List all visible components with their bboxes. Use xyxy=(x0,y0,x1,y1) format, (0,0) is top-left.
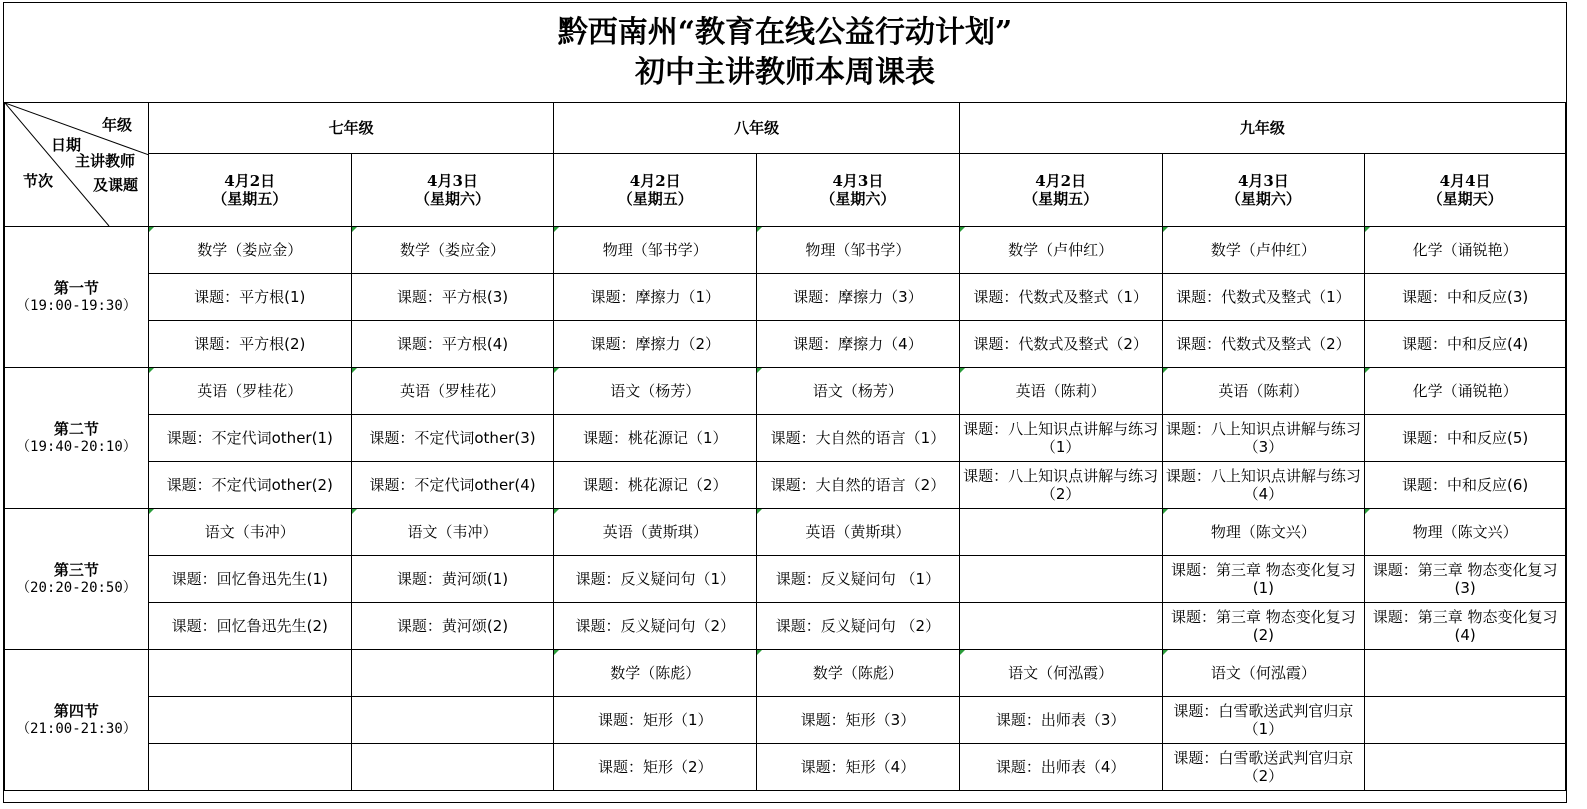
lesson-topic-cell xyxy=(351,697,554,744)
lesson-topic-text: 课题：摩擦力（2） xyxy=(590,335,720,353)
corner-header xyxy=(5,103,149,227)
lesson-topic-cell xyxy=(554,462,757,509)
lesson-topic-text: 课题：反义疑问句（1） xyxy=(575,570,735,588)
subject-teacher-cell xyxy=(554,509,757,556)
lesson-topic-text: 课题：矩形（4） xyxy=(800,758,916,776)
cell-comment-marker xyxy=(554,368,559,373)
lesson-topic-cell xyxy=(148,462,351,509)
lesson-topic-cell xyxy=(1162,603,1365,650)
lesson-topic-cell xyxy=(757,603,960,650)
subject-teacher-cell xyxy=(757,650,960,697)
lesson-topic-text: 课题：出师表（3） xyxy=(995,711,1126,729)
weekday-label: （星期五） xyxy=(1023,190,1099,208)
lesson-topic-text: 课题：黄河颂(2) xyxy=(396,617,509,635)
schedule-sheet xyxy=(3,2,1567,803)
lesson-topic-text: 课题：反义疑问句 （2） xyxy=(775,617,941,635)
subject-teacher-cell xyxy=(959,650,1162,697)
lesson-topic-text: 课题：矩形（2） xyxy=(597,758,713,776)
lesson-topic-cell xyxy=(351,462,554,509)
lesson-topic-text: 课题：中和反应(6) xyxy=(1401,476,1529,494)
lesson-topic-text: 课题：平方根(4) xyxy=(396,335,509,353)
date-label: 4月3日 xyxy=(1237,172,1289,190)
table-row xyxy=(5,368,1566,415)
subject-teacher-cell xyxy=(1162,650,1365,697)
table-row xyxy=(5,509,1566,556)
cell-comment-marker xyxy=(960,368,965,373)
subject-teacher-text: 数学（娄应金） xyxy=(399,241,505,259)
weekday-label: （星期六） xyxy=(414,190,490,208)
cell-comment-marker xyxy=(352,509,357,514)
date-label: 4月3日 xyxy=(427,172,478,190)
lesson-topic-cell xyxy=(148,697,351,744)
lesson-topic-cell xyxy=(351,321,554,368)
table-row xyxy=(5,556,1566,603)
lesson-topic-text: 课题：不定代词other(4) xyxy=(369,476,536,494)
corner-teacher-label: 主讲教师 xyxy=(75,152,136,170)
cell-comment-marker xyxy=(352,368,357,373)
table-row xyxy=(5,321,1566,368)
lesson-topic-text: 课题：不定代词other(3) xyxy=(369,429,536,447)
date-label: 4月2日 xyxy=(224,172,276,190)
lesson-topic-text: 课题：回忆鲁迅先生(2) xyxy=(171,617,328,635)
lesson-topic-cell xyxy=(1162,415,1365,462)
subject-teacher-text: 语文（杨芳） xyxy=(610,382,701,400)
lesson-topic-text: 课题：中和反应(3) xyxy=(1401,288,1529,306)
title-line-2: 初中主讲教师本周课表 xyxy=(635,54,935,90)
cell-comment-marker xyxy=(352,227,357,232)
lesson-topic-text: 课题：反义疑问句 （1） xyxy=(775,570,941,588)
lesson-topic-cell xyxy=(148,274,351,321)
subject-teacher-text: 数学（陈彪） xyxy=(610,664,701,682)
lesson-topic-cell xyxy=(554,321,757,368)
lesson-topic-text: 课题：八上知识点讲解与练习（2） xyxy=(963,467,1159,503)
subject-teacher-cell xyxy=(554,368,757,415)
subject-teacher-cell xyxy=(351,650,554,697)
lesson-topic-cell xyxy=(351,744,554,791)
subject-teacher-cell xyxy=(351,509,554,556)
lesson-topic-cell xyxy=(148,603,351,650)
period-label xyxy=(5,509,149,650)
subject-teacher-cell xyxy=(959,509,1162,556)
lesson-topic-text: 课题：第三章 物态变化复习(3) xyxy=(1372,561,1558,597)
date-header xyxy=(1162,154,1365,227)
lesson-topic-cell xyxy=(959,556,1162,603)
table-row xyxy=(5,462,1566,509)
cell-comment-marker xyxy=(1163,227,1168,232)
cell-comment-marker xyxy=(757,509,762,514)
table-row xyxy=(5,744,1566,791)
lesson-topic-cell xyxy=(554,697,757,744)
subject-teacher-text: 化学（诵锐艳） xyxy=(1412,241,1518,259)
date-label: 4月3日 xyxy=(832,172,884,190)
subject-teacher-cell xyxy=(1162,227,1365,274)
date-header xyxy=(757,154,960,227)
date-header xyxy=(351,154,554,227)
subject-teacher-cell xyxy=(148,509,351,556)
lesson-topic-text: 课题：不定代词other(2) xyxy=(166,476,333,494)
subject-teacher-text: 语文（杨芳） xyxy=(812,382,903,400)
subject-teacher-text: 语文（何泓霞） xyxy=(1210,664,1316,682)
lesson-topic-text: 课题：回忆鲁迅先生(1) xyxy=(171,570,328,588)
title-line-1: 黔西南州“教育在线公益行动计划” xyxy=(557,14,1013,50)
lesson-topic-text: 课题：摩擦力（3） xyxy=(793,288,923,306)
lesson-topic-text: 课题：白雪歌送武判官归京（1） xyxy=(1173,702,1354,738)
lesson-topic-text: 课题：摩擦力（1） xyxy=(590,288,720,306)
cell-comment-marker xyxy=(1163,368,1168,373)
lesson-topic-text: 课题：不定代词other(1) xyxy=(166,429,333,447)
lesson-topic-cell xyxy=(148,556,351,603)
lesson-topic-cell xyxy=(757,462,960,509)
lesson-topic-text: 课题：黄河颂(1) xyxy=(396,570,509,588)
lesson-topic-text: 课题：第三章 物态变化复习(1) xyxy=(1170,561,1356,597)
subject-teacher-text: 物理（陈文兴） xyxy=(1210,523,1316,541)
lesson-topic-cell xyxy=(959,415,1162,462)
lesson-topic-text: 课题：大自然的语言（1） xyxy=(770,429,946,447)
table-row xyxy=(5,603,1566,650)
corner-date-label: 日期 xyxy=(51,136,82,154)
subject-teacher-cell xyxy=(351,227,554,274)
corner-topic-label: 及课题 xyxy=(93,176,139,194)
period-time: （19:00-19:30） xyxy=(16,298,137,314)
lesson-topic-cell xyxy=(959,697,1162,744)
subject-teacher-text: 物理（邹书学） xyxy=(805,241,911,259)
subject-teacher-text: 物理（邹书学） xyxy=(602,241,708,259)
corner-period-label: 节次 xyxy=(23,172,54,190)
lesson-topic-cell xyxy=(1365,744,1566,791)
lesson-topic-cell xyxy=(554,415,757,462)
lesson-topic-cell xyxy=(1365,697,1566,744)
lesson-topic-text: 课题：代数式及整式（2） xyxy=(973,335,1148,353)
cell-comment-marker xyxy=(1365,227,1370,232)
lesson-topic-text: 课题：代数式及整式（1） xyxy=(1176,288,1351,306)
lesson-topic-cell xyxy=(148,744,351,791)
lesson-topic-text: 课题：代数式及整式（2） xyxy=(1176,335,1351,353)
period-time: （21:00-21:30） xyxy=(16,721,137,737)
subject-teacher-text: 数学（卢仲红） xyxy=(1210,241,1316,259)
period-name: 第二节 xyxy=(53,420,99,438)
subject-teacher-cell xyxy=(959,227,1162,274)
table-row xyxy=(5,274,1566,321)
cell-comment-marker xyxy=(1163,509,1168,514)
lesson-topic-cell xyxy=(1365,556,1566,603)
subject-teacher-text: 英语（陈莉） xyxy=(1218,382,1309,400)
cell-comment-marker xyxy=(1365,509,1370,514)
lesson-topic-text: 课题：代数式及整式（1） xyxy=(973,288,1148,306)
period-name: 第三节 xyxy=(53,561,99,579)
lesson-topic-text: 课题：桃花源记（1） xyxy=(582,429,728,447)
weekday-label: （星期五） xyxy=(212,190,288,208)
subject-teacher-text: 英语（黄斯琪） xyxy=(805,523,911,541)
subject-teacher-cell xyxy=(351,368,554,415)
weekday-label: （星期六） xyxy=(820,190,896,208)
corner-grade-label: 年级 xyxy=(102,116,133,134)
lesson-topic-text: 课题：反义疑问句（2） xyxy=(575,617,735,635)
lesson-topic-cell xyxy=(757,556,960,603)
lesson-topic-cell xyxy=(959,603,1162,650)
subject-teacher-cell xyxy=(757,227,960,274)
lesson-topic-cell xyxy=(351,415,554,462)
weekday-label: （星期五） xyxy=(617,190,693,208)
lesson-topic-text: 课题：摩擦力（4） xyxy=(793,335,923,353)
lesson-topic-cell xyxy=(959,274,1162,321)
subject-teacher-cell xyxy=(148,650,351,697)
cell-comment-marker xyxy=(1163,650,1168,655)
subject-teacher-text: 数学（卢仲红） xyxy=(1008,241,1114,259)
lesson-topic-text: 课题：桃花源记（2） xyxy=(582,476,728,494)
subject-teacher-cell xyxy=(1365,650,1566,697)
cell-comment-marker xyxy=(149,368,154,373)
date-header xyxy=(148,154,351,227)
lesson-topic-cell xyxy=(1365,321,1566,368)
lesson-topic-cell xyxy=(959,321,1162,368)
grade-header-9: 九年级 xyxy=(959,103,1565,154)
period-name: 第一节 xyxy=(53,279,99,297)
period-label xyxy=(5,650,149,791)
lesson-topic-cell xyxy=(1162,274,1365,321)
weekday-label: （星期六） xyxy=(1225,190,1301,208)
lesson-topic-cell xyxy=(757,415,960,462)
subject-teacher-cell xyxy=(1365,509,1566,556)
lesson-topic-cell xyxy=(554,744,757,791)
period-time: （19:40-20:10） xyxy=(16,439,137,455)
cell-comment-marker xyxy=(149,509,154,514)
subject-teacher-text: 数学（娄应金） xyxy=(197,241,303,259)
period-label xyxy=(5,227,149,368)
table-row xyxy=(5,227,1566,274)
lesson-topic-cell xyxy=(757,321,960,368)
lesson-topic-cell xyxy=(959,462,1162,509)
lesson-topic-cell xyxy=(1162,556,1365,603)
period-name: 第四节 xyxy=(53,702,99,720)
subject-teacher-text: 英语（罗桂花） xyxy=(399,382,505,400)
grade-header-7: 七年级 xyxy=(148,103,554,154)
table-row xyxy=(5,650,1566,697)
subject-teacher-text: 语文（韦冲） xyxy=(407,523,498,541)
date-label: 4月2日 xyxy=(629,172,681,190)
lesson-topic-cell xyxy=(1162,697,1365,744)
date-header xyxy=(1365,154,1566,227)
date-header xyxy=(554,154,757,227)
lesson-topic-cell xyxy=(1162,744,1365,791)
lesson-topic-cell xyxy=(1365,415,1566,462)
date-header xyxy=(959,154,1162,227)
lesson-topic-cell xyxy=(148,415,351,462)
subject-teacher-cell xyxy=(1365,368,1566,415)
subject-teacher-text: 物理（陈文兴） xyxy=(1412,523,1518,541)
cell-comment-marker xyxy=(757,650,762,655)
cell-comment-marker xyxy=(757,227,762,232)
lesson-topic-cell xyxy=(148,321,351,368)
lesson-topic-text: 课题：中和反应(4) xyxy=(1401,335,1529,353)
lesson-topic-cell xyxy=(351,556,554,603)
lesson-topic-text: 课题：矩形（1） xyxy=(597,711,713,729)
lesson-topic-cell xyxy=(757,697,960,744)
lesson-topic-cell xyxy=(757,744,960,791)
lesson-topic-text: 课题：中和反应(5) xyxy=(1401,429,1529,447)
lesson-topic-text: 课题：八上知识点讲解与练习（1） xyxy=(963,420,1159,456)
lesson-topic-cell xyxy=(351,603,554,650)
subject-teacher-text: 语文（韦冲） xyxy=(204,523,295,541)
subject-teacher-text: 英语（罗桂花） xyxy=(197,382,303,400)
table-row xyxy=(5,697,1566,744)
subject-teacher-cell xyxy=(554,650,757,697)
subject-teacher-cell xyxy=(1162,368,1365,415)
lesson-topic-text: 课题：平方根(3) xyxy=(396,288,509,306)
cell-comment-marker xyxy=(149,227,154,232)
date-label: 4月2日 xyxy=(1035,172,1087,190)
timetable xyxy=(4,102,1566,791)
lesson-topic-cell xyxy=(1365,603,1566,650)
page-title xyxy=(4,3,1566,103)
cell-comment-marker xyxy=(1365,368,1370,373)
subject-teacher-text: 语文（何泓霞） xyxy=(1008,664,1114,682)
lesson-topic-text: 课题：白雪歌送武判官归京（2） xyxy=(1173,749,1354,785)
subject-teacher-cell xyxy=(959,368,1162,415)
lesson-topic-cell xyxy=(1365,462,1566,509)
lesson-topic-text: 课题：大自然的语言（2） xyxy=(770,476,946,494)
table-row xyxy=(5,415,1566,462)
subject-teacher-text: 英语（陈莉） xyxy=(1015,382,1106,400)
lesson-topic-text: 课题：平方根(2) xyxy=(194,335,306,353)
cell-comment-marker xyxy=(554,650,559,655)
cell-comment-marker xyxy=(960,650,965,655)
subject-teacher-cell xyxy=(148,368,351,415)
cell-comment-marker xyxy=(554,509,559,514)
lesson-topic-cell xyxy=(959,744,1162,791)
subject-teacher-cell xyxy=(1365,227,1566,274)
lesson-topic-cell xyxy=(757,274,960,321)
subject-teacher-text: 化学（诵锐艳） xyxy=(1412,382,1518,400)
period-time: （20:20-20:50） xyxy=(16,580,137,596)
lesson-topic-text: 课题：出师表（4） xyxy=(995,758,1126,776)
cell-comment-marker xyxy=(960,227,965,232)
subject-teacher-text: 英语（黄斯琪） xyxy=(602,523,708,541)
subject-teacher-cell xyxy=(1162,509,1365,556)
cell-comment-marker xyxy=(757,368,762,373)
lesson-topic-text: 课题：第三章 物态变化复习(2) xyxy=(1170,608,1356,644)
lesson-topic-text: 课题：矩形（3） xyxy=(800,711,916,729)
grade-header-8: 八年级 xyxy=(554,103,959,154)
lesson-topic-cell xyxy=(1162,462,1365,509)
subject-teacher-cell xyxy=(757,509,960,556)
lesson-topic-text: 课题：第三章 物态变化复习(4) xyxy=(1372,608,1558,644)
lesson-topic-text: 课题：平方根(1) xyxy=(194,288,306,306)
cell-comment-marker xyxy=(554,227,559,232)
lesson-topic-cell xyxy=(554,603,757,650)
period-label xyxy=(5,368,149,509)
date-label: 4月4日 xyxy=(1439,172,1491,190)
lesson-topic-cell xyxy=(554,556,757,603)
lesson-topic-cell xyxy=(351,274,554,321)
subject-teacher-cell xyxy=(148,227,351,274)
subject-teacher-cell xyxy=(554,227,757,274)
subject-teacher-cell xyxy=(757,368,960,415)
lesson-topic-cell xyxy=(1162,321,1365,368)
lesson-topic-cell xyxy=(1365,274,1566,321)
lesson-topic-text: 课题：八上知识点讲解与练习（3） xyxy=(1165,420,1361,456)
lesson-topic-cell xyxy=(554,274,757,321)
lesson-topic-text: 课题：八上知识点讲解与练习（4） xyxy=(1165,467,1361,503)
subject-teacher-text: 数学（陈彪） xyxy=(812,664,903,682)
weekday-label: （星期天） xyxy=(1427,190,1503,208)
